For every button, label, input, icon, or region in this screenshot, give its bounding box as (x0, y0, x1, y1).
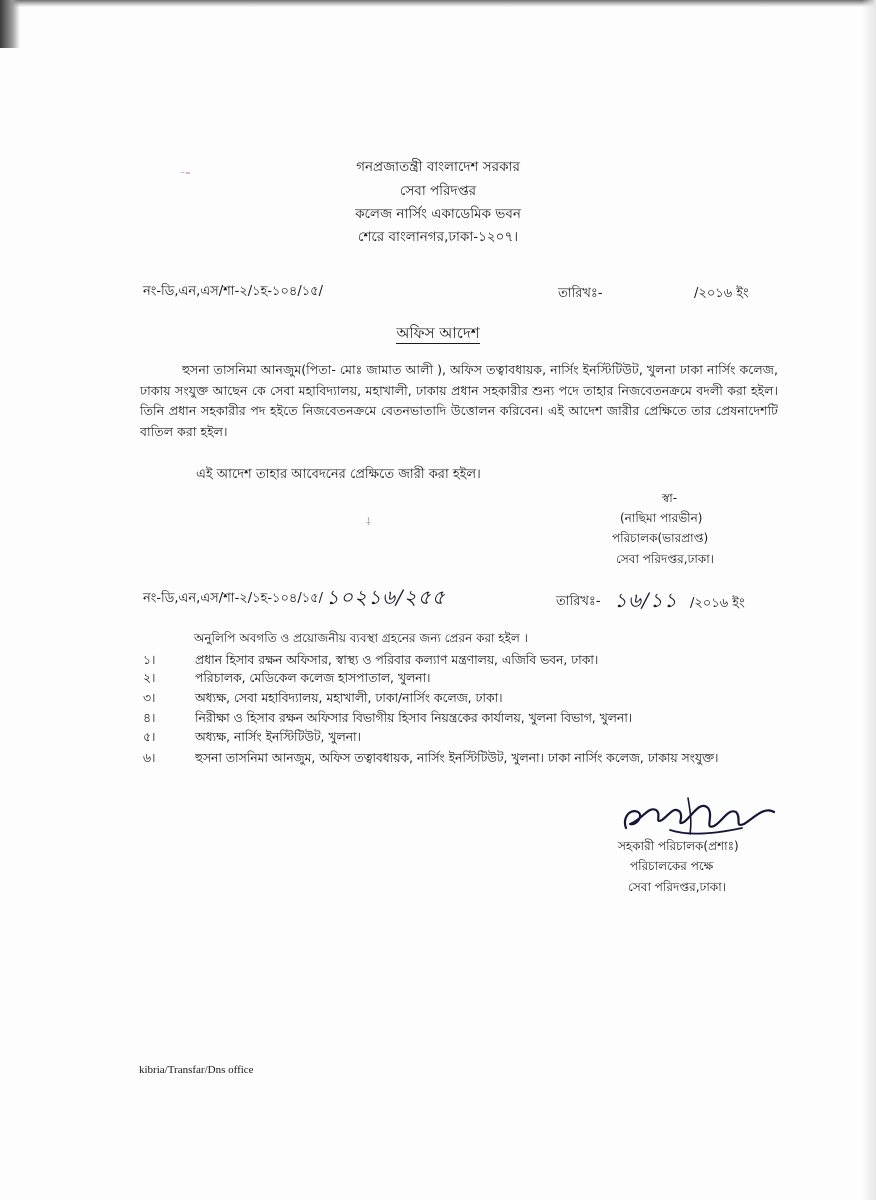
signature-mark: স্বা- (662, 491, 678, 505)
memo2-date-suffix: /২০১৬ ইং (690, 596, 745, 611)
signatory2-on-behalf: পরিচালকের পক্ষে (630, 859, 714, 873)
header-department: সেবা পরিদপ্তর (399, 183, 477, 199)
signatory-name: (নাছিমা পারভীন) (620, 511, 703, 525)
copy-intro: অনুলিপি অবগতি ও প্রয়োজনীয় ব্যবস্থা গ্রহনের জন্য প্রেরন করা হইল । (194, 631, 528, 645)
memo-date-value: /২০১৬ ইং (694, 286, 749, 301)
memo-number: নং-ডি,এন,এস/শা-২/১হ-১০৪/১৫/ (143, 284, 323, 299)
signatory2-office: সেবা পরিদপ্তর,ঢাকা। (628, 880, 726, 894)
scan-edge-top (0, 0, 876, 7)
ink-speck: ⁻⁼ (180, 170, 191, 181)
file-reference-note: kibria/Transfar/Dns office (139, 1064, 254, 1076)
copy-list-item: ১। প্রধান হিসাব রক্ষন অফিসার, স্বাস্থ্য ও পরিবার কল্যাণ মন্ত্রণালয়, এজিবি ভবন, ঢাকা। (143, 653, 599, 667)
scan-edge-left (0, 0, 20, 48)
memo2-number: নং-ডি,এন,এস/শা-২/১হ-১০৪/১৫/ (143, 591, 323, 606)
memo2-date-label: তারিখঃ- (556, 594, 601, 609)
header-building: কলেজ নার্সিং একাডেমিক ভবন (355, 206, 521, 222)
copy-list-item: ৫। অধ্যক্ষ, নার্সিং ইনস্টিটিউট, খুলনা। (143, 730, 361, 744)
order-body-paragraph: হুসনা তাসনিমা আনজুম(পিতা- মোঃ জামাত আলী ), অফিস তত্বাবধায়ক, নার্সিং ইনস্টিটিউট, খুলনা ঢাকা নার্সিং কলেজ, ঢাকায় সংযুক্ত আছেন কে সেবা মহাবিদ্যালয়, মহাখালী, ঢাকায় প্রধান সহকারীর শুন্য পদে তাহার নিজবেতনক্রমে বদলী করা হইল। তিনি প্রধান সহকারীর পদ হইতে নিজবেতনক্রমে বেতনভাতাদি উত্তোলন করিবেন। এই আদেশ জারীর প্রেক্ষিতে তার প্রেষনাদেশটি বাতিল করা হইল। (140, 362, 778, 439)
copy-list-item: ২। পরিচালক, মেডিকেল কলেজ হাসপাতাল, খুলনা। (143, 671, 431, 685)
memo2-handwritten-date: ১৬/১১ (614, 588, 678, 612)
ink-speck: ⸸ (366, 517, 371, 528)
memo2-handwritten-number: ১০২১৬/২৫৫ (326, 585, 446, 609)
header-address: শেরে বাংলানগর,ঢাকা-১২০৭। (357, 229, 519, 245)
order-body-closing: এই আদেশ তাহার আবেদনের প্রেক্ষিতে জারী করা হইল। (196, 467, 481, 482)
signatory-office: সেবা পরিদপ্তর,ঢাকা। (616, 552, 714, 566)
signatory-designation: পরিচালক(ভারপ্রাপ্ত) (612, 531, 709, 545)
copy-list-item: ৪। নিরীক্ষা ও হিসাব রক্ষন অফিসার বিভাগীয় হিসাব নিয়ন্ত্রকের কার্যালয়, খুলনা বিভাগ, খুলনা। (143, 711, 633, 725)
copy-list-item: ৬। হুসনা তাসনিমা আনজুম, অফিস তত্বাবধায়ক, নার্সিং ইনস্টিটিউট, খুলনা। ঢাকা নার্সিং কলেজ, ঢাকায় সংযুক্ত। (143, 751, 719, 765)
memo-date-label: তারিখঃ- (558, 286, 603, 301)
header-government: গনপ্রজাতন্ত্রী বাংলাদেশ সরকার (356, 159, 520, 175)
copy-list-item: ৩। অধ্যক্ষ, সেবা মহাবিদ্যালয়, মহাখালী, ঢাকা/নার্সিং কলেজ, ঢাকা। (143, 691, 503, 705)
order-title: অফিস আদেশ (396, 324, 480, 342)
signatory2-designation: সহকারী পরিচালক(প্রশাঃ) (618, 839, 739, 853)
